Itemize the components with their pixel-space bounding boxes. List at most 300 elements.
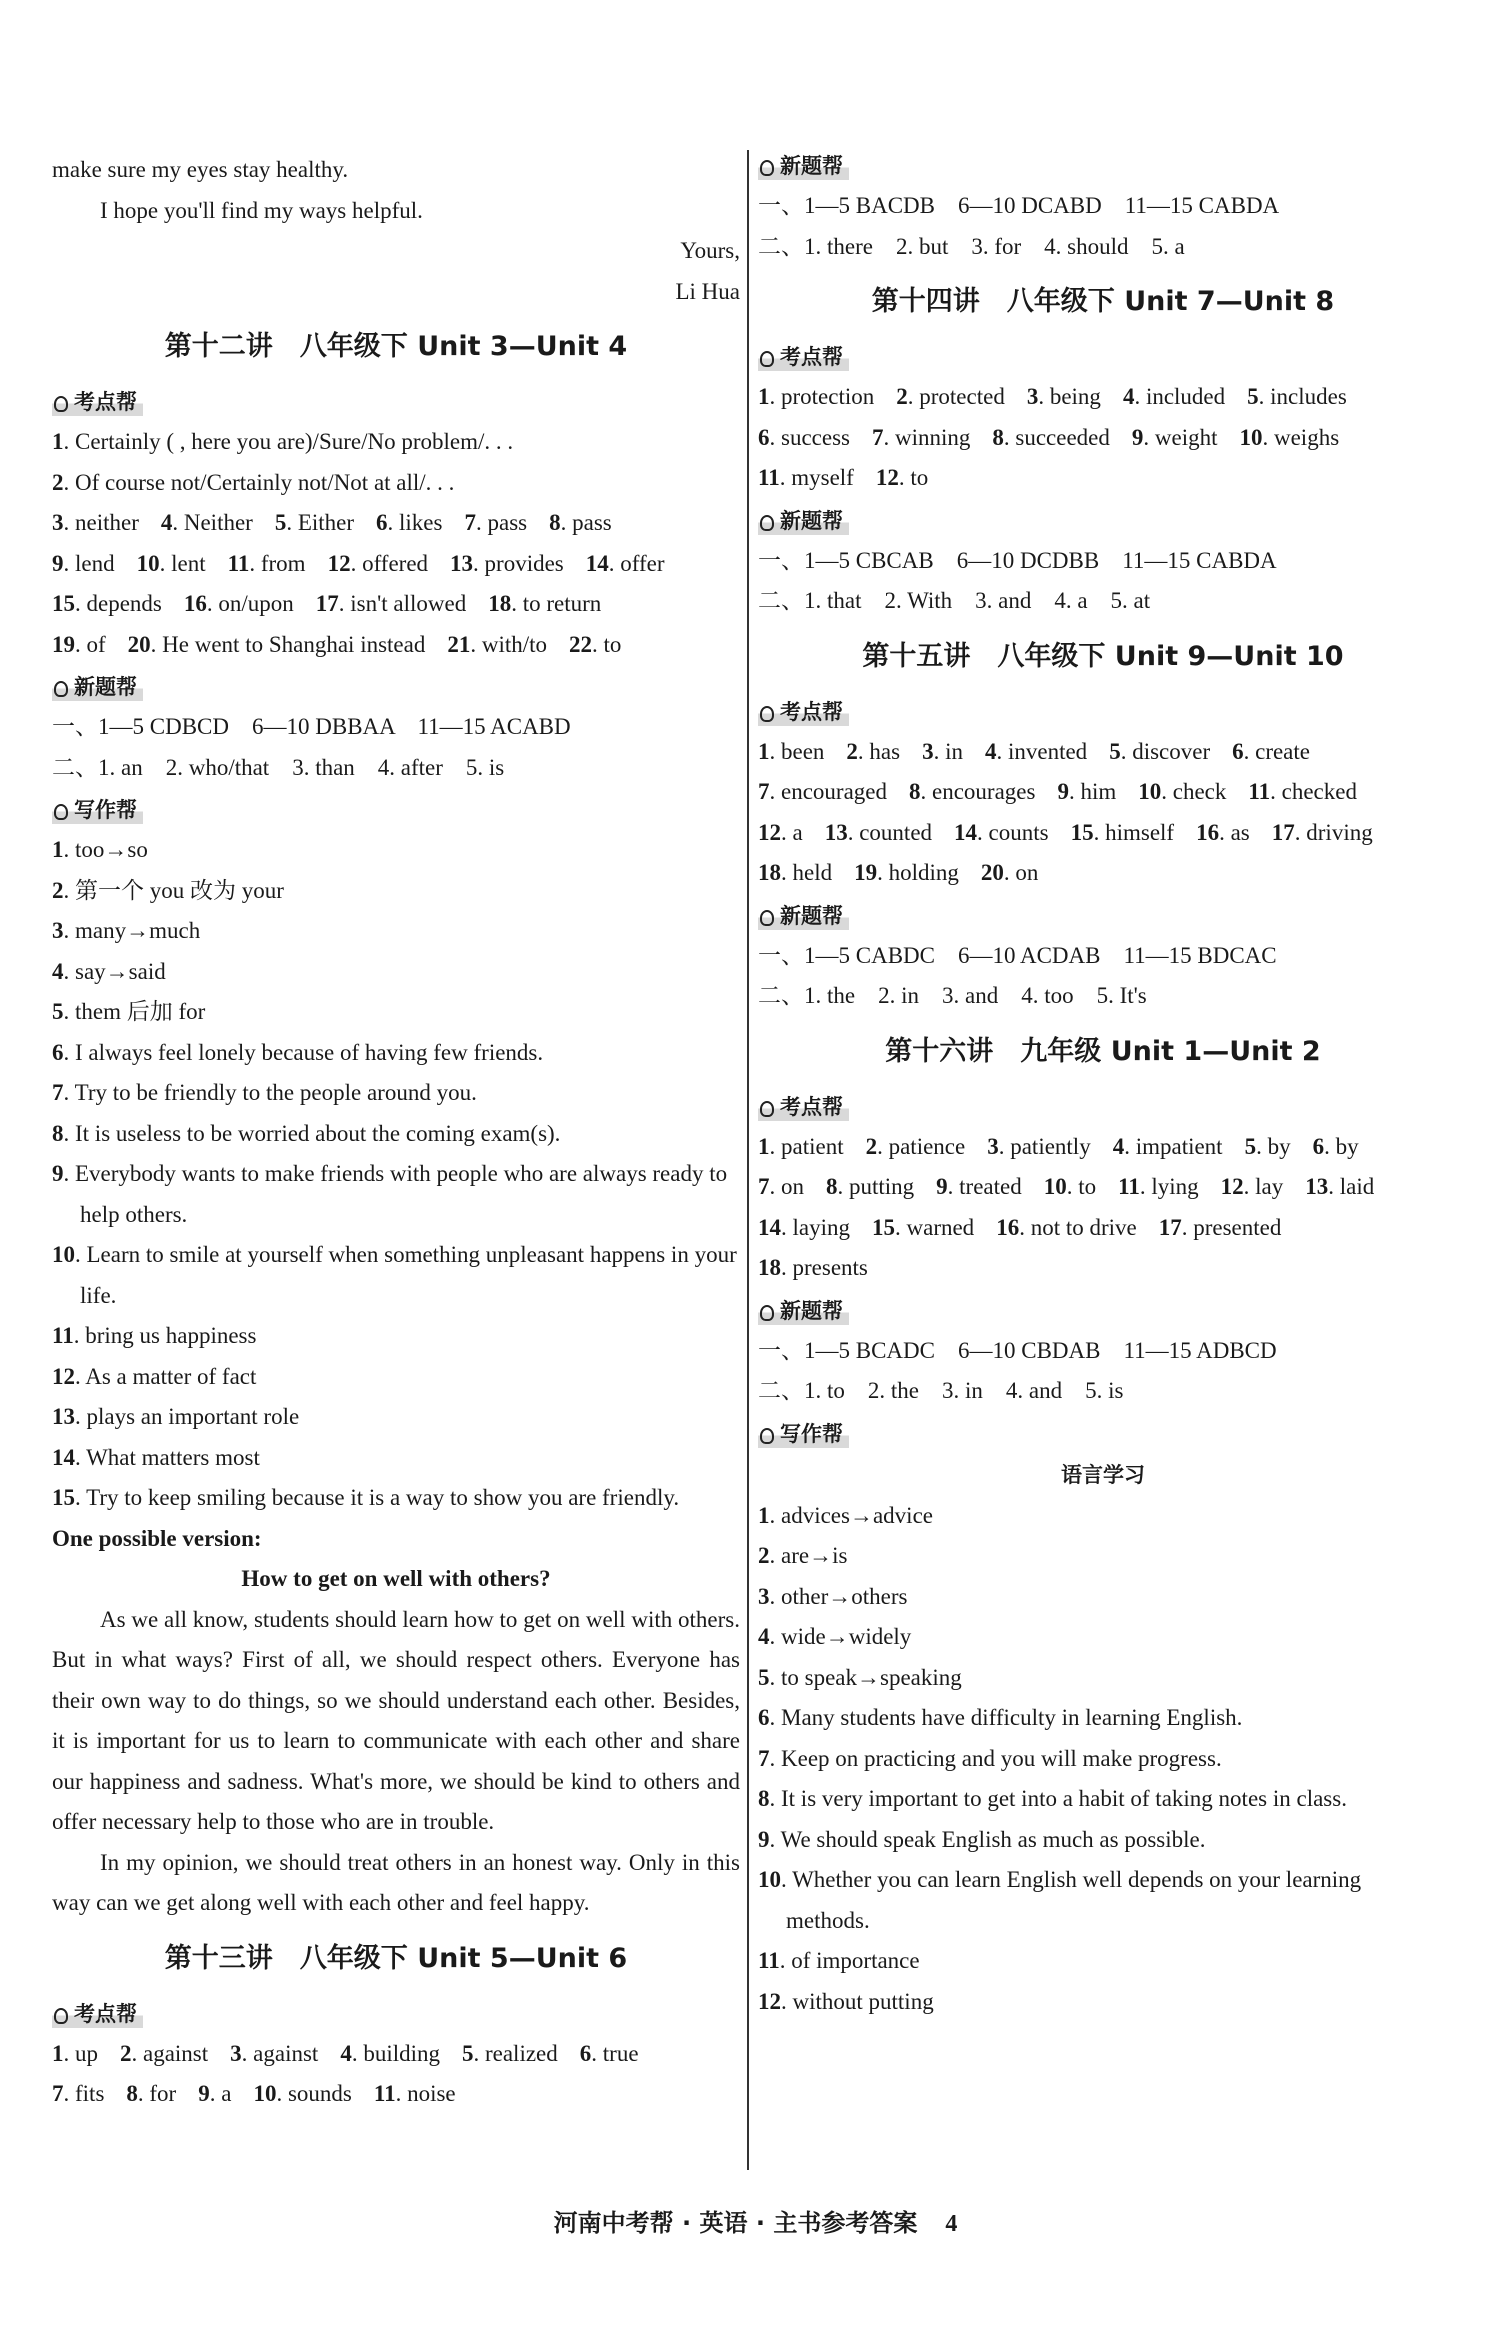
list-item: 1. advices→advice bbox=[758, 1502, 933, 1528]
item-text: It is useless to be worried about the coming exam(s). bbox=[75, 1120, 561, 1146]
answer-item: 1. protection bbox=[758, 384, 875, 409]
item-number: 15 bbox=[52, 591, 75, 616]
answer-row bbox=[758, 853, 1448, 894]
item-number: 9 bbox=[758, 1826, 770, 1852]
item-number: 12 bbox=[1220, 1174, 1244, 1199]
answer-item: 11. checked bbox=[1248, 779, 1357, 804]
item-number: 12 bbox=[327, 550, 351, 576]
item-number: 7 bbox=[871, 424, 884, 450]
item-text: himself bbox=[1105, 819, 1175, 845]
kaodian-answers bbox=[758, 377, 1448, 499]
item-number: 3 bbox=[922, 738, 934, 764]
answer-item: 18. presents bbox=[758, 1255, 868, 1280]
answer-item: 4. building bbox=[340, 2040, 440, 2066]
item-text: as bbox=[1230, 819, 1250, 845]
item-text: encourages bbox=[932, 779, 1036, 804]
answer-item: 9. him bbox=[1057, 779, 1117, 804]
item-number: 5 bbox=[52, 999, 64, 1024]
lightbulb-icon bbox=[760, 351, 774, 367]
lightbulb-icon bbox=[54, 2008, 68, 2024]
item-number: 1 bbox=[758, 384, 770, 409]
item-text: included bbox=[1145, 384, 1226, 409]
answer-item: 11. lying bbox=[1118, 1174, 1199, 1199]
answer-item: 18. held bbox=[758, 860, 833, 885]
lightbulb-icon bbox=[760, 1305, 774, 1321]
item-number: 10 bbox=[1043, 1174, 1067, 1199]
answer-row: 二、1. the 2. in 3. and 4. too 5. It's bbox=[758, 983, 1147, 1008]
lightbulb-icon bbox=[760, 706, 774, 722]
item-number: 3 bbox=[52, 510, 64, 535]
answer-row bbox=[758, 418, 1448, 459]
item-text: held bbox=[792, 860, 833, 885]
item-number: 3 bbox=[1026, 384, 1039, 409]
item-number: 18 bbox=[758, 860, 781, 885]
item-text: for bbox=[149, 2081, 177, 2106]
item-number: 17 bbox=[315, 591, 339, 616]
item-text: on/upon bbox=[218, 591, 294, 616]
item-text: him bbox=[1080, 779, 1117, 804]
item-number: 10 bbox=[1138, 779, 1162, 804]
answer-item: 2. patience bbox=[865, 1133, 966, 1159]
item-number: 13 bbox=[52, 1404, 75, 1429]
item-number: 7 bbox=[52, 2081, 64, 2106]
item-text: realized bbox=[484, 2040, 558, 2066]
answer-item: 2. protected bbox=[896, 384, 1005, 409]
item-text: He went to Shanghai instead bbox=[162, 631, 426, 657]
list-item: 3. other→others bbox=[758, 1583, 908, 1609]
item-number: 4 bbox=[160, 510, 173, 535]
footer-title: 河南中考帮 · 英语 · 主书参考答案 bbox=[553, 2209, 918, 2237]
item-text: We should speak English as much as possible. bbox=[780, 1826, 1206, 1852]
answer-item: 13. provides bbox=[450, 550, 564, 576]
item-text: by bbox=[1335, 1133, 1359, 1159]
kaodian-tag: 考点帮 bbox=[758, 698, 849, 726]
item-text: isn't allowed bbox=[350, 591, 467, 616]
item-text: lay bbox=[1255, 1174, 1284, 1199]
item-text: lying bbox=[1151, 1174, 1199, 1199]
item-text: too→so bbox=[75, 837, 148, 862]
answer-item: 9. weight bbox=[1131, 424, 1218, 450]
item-text: Of course not/Certainly not/Not at all/. . . bbox=[75, 469, 455, 495]
page-footer bbox=[0, 2203, 1511, 2238]
list-item: 6. I always feel lonely because of having few friends. bbox=[52, 1039, 544, 1065]
item-text: lent bbox=[171, 550, 206, 576]
answer-item: 17. isn't allowed bbox=[315, 591, 467, 616]
essay-paragraph: In my opinion, we should treat others in an honest way. Only in this way can we get along well with each other and feel happy. bbox=[52, 1849, 740, 1915]
item-number: 13 bbox=[1305, 1174, 1329, 1199]
subheading: 语言学习 bbox=[1061, 1462, 1145, 1487]
item-number: 2 bbox=[896, 384, 908, 409]
column-divider bbox=[747, 150, 749, 2170]
answer-item: 3. neither bbox=[52, 510, 139, 535]
item-text: Neither bbox=[183, 510, 253, 535]
page-number: 4 bbox=[945, 2211, 958, 2237]
item-text: being bbox=[1049, 384, 1101, 409]
item-text: counted bbox=[859, 819, 933, 845]
answer-row: 一、1—5 BCADC 6—10 CBDAB 11—15 ADBCD bbox=[758, 1337, 1277, 1363]
item-number: 14 bbox=[758, 1214, 781, 1240]
item-number: 19 bbox=[854, 860, 878, 885]
letter-closing: Yours, bbox=[680, 238, 740, 263]
item-text: myself bbox=[791, 465, 854, 490]
answer-item: 20. on bbox=[980, 860, 1039, 885]
item-number: 4 bbox=[340, 2040, 352, 2066]
answer-item: 6. likes bbox=[376, 510, 443, 535]
item-text: putting bbox=[849, 1174, 915, 1199]
item-number: 11 bbox=[1118, 1174, 1140, 1199]
answer-item: 4. invented bbox=[984, 738, 1088, 764]
answer-item: 5. by bbox=[1244, 1133, 1291, 1159]
answer-item: 1. patient bbox=[758, 1133, 844, 1159]
item-number: 4 bbox=[758, 1624, 770, 1649]
item-number: 9 bbox=[52, 1161, 64, 1186]
item-text: As a matter of fact bbox=[85, 1363, 257, 1389]
item-number: 2 bbox=[120, 2040, 132, 2066]
item-text: Keep on practicing and you will make progress. bbox=[781, 1745, 1222, 1771]
item-number: 10 bbox=[758, 1867, 781, 1892]
item-text: Try to be friendly to the people around you. bbox=[74, 1080, 477, 1105]
item-number: 3 bbox=[758, 1583, 770, 1609]
list-item: 2. 第一个 you 改为 your bbox=[52, 877, 284, 903]
item-number: 11 bbox=[1248, 779, 1271, 804]
essay-paragraph: As we all know, students should learn how to get on well with others. But in what ways? First of all, we should respect others. Everyone has their own way to do things, so we should understand each other. Besides, it is important for us to learn to communicate with each other and share our happiness and sadness. What's more, we should be kind to others and offer necessary help to those who are in trouble. bbox=[52, 1606, 740, 1834]
answer-item: 7. on bbox=[758, 1174, 804, 1199]
answer-item: 10. weighs bbox=[1239, 424, 1340, 450]
item-number: 1 bbox=[52, 2040, 64, 2066]
kaodian-tag: 考点帮 bbox=[52, 2000, 143, 2028]
item-number: 6 bbox=[758, 424, 770, 450]
item-number: 12 bbox=[875, 465, 899, 490]
letter-line: make sure my eyes stay healthy. bbox=[52, 157, 349, 182]
item-text: lend bbox=[75, 550, 115, 576]
item-text: treated bbox=[959, 1174, 1022, 1199]
item-number: 7 bbox=[758, 1174, 770, 1199]
item-text: by bbox=[1267, 1133, 1291, 1159]
item-number: 10 bbox=[253, 2081, 277, 2106]
answer-item: 19. holding bbox=[854, 860, 959, 885]
item-text: success bbox=[781, 424, 850, 450]
item-number: 22 bbox=[569, 631, 593, 657]
answer-item: 8. pass bbox=[549, 510, 612, 535]
answer-row bbox=[52, 625, 740, 666]
lightbulb-icon bbox=[760, 1101, 774, 1117]
item-text: Either bbox=[297, 510, 355, 535]
list-item: 4. say→said bbox=[52, 958, 166, 984]
item-text: to bbox=[603, 631, 622, 657]
answer-row: 一、1—5 CDBCD 6—10 DBBAA 11—15 ACABD bbox=[52, 714, 571, 739]
item-text: pass bbox=[572, 510, 612, 535]
item-number: 9 bbox=[52, 550, 64, 576]
lightbulb-icon bbox=[760, 1428, 774, 1444]
list-item: 15. Try to keep smiling because it is a way to show you are friendly. bbox=[52, 1485, 680, 1510]
item-number: 4 bbox=[52, 958, 64, 984]
item-number: 10 bbox=[52, 1242, 75, 1267]
item-text: say→said bbox=[75, 958, 166, 984]
answer-item: 22. to bbox=[569, 631, 622, 657]
item-number: 18 bbox=[488, 591, 512, 616]
answer-item: 2. has bbox=[846, 738, 901, 764]
answer-item: 9. a bbox=[198, 2081, 232, 2106]
answer-item: 6. true bbox=[579, 2040, 639, 2066]
item-text: without putting bbox=[792, 1988, 934, 2014]
section-title-13: 第十三讲 八年级下 Unit 5—Unit 6 bbox=[164, 1942, 628, 1974]
item-text: likes bbox=[399, 510, 443, 535]
list-item: 3. many→much bbox=[52, 918, 201, 943]
item-number: 6 bbox=[1312, 1133, 1325, 1159]
item-text: depends bbox=[86, 591, 162, 616]
item-number: 11 bbox=[227, 550, 250, 576]
item-text: with/to bbox=[481, 631, 548, 657]
item-number: 12 bbox=[52, 1363, 75, 1389]
item-text: Many students have difficulty in learning English. bbox=[781, 1705, 1243, 1730]
item-number: 15 bbox=[52, 1485, 75, 1510]
item-number: 11 bbox=[758, 1948, 780, 1973]
item-number: 16 bbox=[996, 1214, 1020, 1240]
xinti-tag: 新题帮 bbox=[758, 152, 849, 180]
answer-item: 3. being bbox=[1026, 384, 1101, 409]
item-text: of bbox=[86, 631, 106, 657]
answer-item: 18. to return bbox=[488, 591, 602, 616]
answer-item: 11. from bbox=[227, 550, 306, 576]
answer-item: 9. lend bbox=[52, 550, 115, 576]
item-number: 16 bbox=[1196, 819, 1220, 845]
answer-row bbox=[52, 2034, 740, 2075]
answer-item: 6. by bbox=[1312, 1133, 1359, 1159]
item-text: up bbox=[75, 2040, 98, 2066]
list-item: 5. them 后加 for bbox=[52, 999, 206, 1024]
item-number: 8 bbox=[909, 779, 921, 804]
answer-item: 17. presented bbox=[1158, 1214, 1282, 1240]
item-text: offered bbox=[362, 550, 429, 576]
item-text: driving bbox=[1306, 819, 1373, 845]
item-text: holding bbox=[888, 860, 959, 885]
section-title-16: 第十六讲 九年级 Unit 1—Unit 2 bbox=[885, 1035, 1321, 1067]
xinti-tag: 新题帮 bbox=[758, 1297, 849, 1325]
item-number: 13 bbox=[824, 819, 848, 845]
answer-row bbox=[758, 1248, 1448, 1289]
lightbulb-icon bbox=[54, 396, 68, 412]
item-text: provides bbox=[484, 550, 564, 576]
item-number: 14 bbox=[954, 819, 978, 845]
kaodian-tag: 考点帮 bbox=[52, 388, 143, 416]
item-number: 15 bbox=[872, 1214, 895, 1240]
item-text: presents bbox=[792, 1255, 868, 1280]
item-number: 4 bbox=[984, 738, 997, 764]
item-text: counts bbox=[988, 819, 1049, 845]
answer-row bbox=[52, 2074, 740, 2115]
answer-row: 二、1. that 2. With 3. and 4. a 5. at bbox=[758, 588, 1151, 613]
item-text: laid bbox=[1339, 1174, 1375, 1199]
answer-item: 14. laying bbox=[758, 1214, 850, 1240]
list-item: 5. to speak→speaking bbox=[758, 1664, 962, 1690]
answer-item: 16. not to drive bbox=[996, 1214, 1137, 1240]
writing-answers bbox=[52, 830, 740, 1519]
item-number: 20 bbox=[127, 631, 151, 657]
answer-row bbox=[758, 772, 1448, 813]
letter-signature: Li Hua bbox=[675, 278, 740, 304]
answer-item: 7. winning bbox=[871, 424, 971, 450]
section-title-14: 第十四讲 八年级下 Unit 7—Unit 8 bbox=[871, 286, 1335, 317]
item-number: 9 bbox=[1057, 779, 1069, 804]
item-number: 3 bbox=[987, 1133, 999, 1159]
item-text: on bbox=[1015, 860, 1039, 885]
list-item: 9. Everybody wants to make friends with people who are always ready to help others. bbox=[52, 1161, 728, 1227]
essay-title: How to get on well with others? bbox=[241, 1566, 551, 1591]
item-number: 11 bbox=[373, 2081, 396, 2106]
item-text: advices→advice bbox=[781, 1502, 933, 1528]
item-number: 12 bbox=[758, 1988, 781, 2014]
item-text: patient bbox=[781, 1133, 844, 1159]
item-number: 9 bbox=[936, 1174, 948, 1199]
list-item: 4. wide→widely bbox=[758, 1624, 912, 1649]
lightbulb-icon bbox=[54, 681, 68, 697]
item-number: 14 bbox=[585, 550, 609, 576]
item-number: 8 bbox=[52, 1120, 64, 1146]
list-item: 12. As a matter of fact bbox=[52, 1363, 257, 1389]
item-text: true bbox=[602, 2040, 639, 2066]
item-text: check bbox=[1172, 779, 1227, 804]
answer-row bbox=[52, 503, 740, 544]
answer-item: 12. offered bbox=[327, 550, 429, 576]
item-number: 2 bbox=[758, 1543, 770, 1568]
answer-item: 15. warned bbox=[872, 1214, 975, 1240]
item-text: to speak→speaking bbox=[781, 1664, 962, 1690]
item-number: 8 bbox=[826, 1174, 838, 1199]
item-text: 第一个 you 改为 your bbox=[75, 877, 284, 903]
item-text: a bbox=[221, 2081, 232, 2106]
item-number: 6 bbox=[758, 1705, 770, 1730]
answer-item: 1. up bbox=[52, 2040, 98, 2066]
answer-item: 3. patiently bbox=[987, 1133, 1091, 1159]
item-number: 16 bbox=[183, 591, 207, 616]
item-text: protected bbox=[919, 384, 1005, 409]
item-number: 12 bbox=[758, 819, 781, 845]
item-text: weighs bbox=[1273, 424, 1340, 450]
item-text: been bbox=[781, 738, 825, 764]
item-number: 10 bbox=[1239, 424, 1263, 450]
item-number: 2 bbox=[52, 877, 64, 903]
kaodian-tag: 考点帮 bbox=[758, 1093, 849, 1121]
answer-item: 1. been bbox=[758, 738, 825, 764]
item-number: 1 bbox=[758, 1502, 770, 1528]
answer-item: 12. a bbox=[758, 819, 803, 845]
answer-item: 12. lay bbox=[1220, 1174, 1284, 1199]
item-number: 7 bbox=[758, 779, 770, 804]
list-item: 13. plays an important role bbox=[52, 1404, 300, 1429]
answer-item: 10. sounds bbox=[253, 2081, 352, 2106]
item-text: encouraged bbox=[781, 779, 887, 804]
list-item: 11. bring us happiness bbox=[52, 1323, 257, 1348]
answer-item: 3. against bbox=[230, 2040, 319, 2066]
item-text: other→others bbox=[781, 1583, 908, 1609]
answer-row bbox=[758, 1167, 1448, 1208]
item-number: 5 bbox=[758, 1664, 770, 1690]
item-text: offer bbox=[620, 550, 665, 576]
item-number: 1 bbox=[758, 1133, 770, 1159]
list-item: 11. of importance bbox=[758, 1948, 920, 1973]
item-text: pass bbox=[487, 510, 528, 535]
item-number: 21 bbox=[447, 631, 471, 657]
item-text: a bbox=[792, 819, 803, 845]
item-text: are→is bbox=[781, 1543, 848, 1568]
answer-row: 1. Certainly ( , here you are)/Sure/No problem/. . . bbox=[52, 429, 514, 454]
item-number: 3 bbox=[230, 2040, 242, 2066]
item-text: create bbox=[1255, 738, 1310, 764]
item-text: Try to keep smiling because it is a way to show you are friendly. bbox=[86, 1485, 680, 1510]
item-text: I always feel lonely because of having few friends. bbox=[75, 1039, 544, 1065]
kaodian-answers bbox=[758, 1127, 1448, 1289]
list-item: 14. What matters most bbox=[52, 1444, 260, 1470]
item-text: against bbox=[143, 2040, 209, 2066]
answer-item: 11. noise bbox=[373, 2081, 456, 2106]
lightbulb-icon bbox=[760, 910, 774, 926]
item-text: weight bbox=[1154, 424, 1218, 450]
answer-item: 8. succeeded bbox=[992, 424, 1110, 450]
item-number: 19 bbox=[52, 631, 75, 657]
xinti-tag: 新题帮 bbox=[758, 507, 849, 535]
item-text: not to drive bbox=[1030, 1214, 1137, 1240]
answer-item: 13. counted bbox=[824, 819, 933, 845]
item-number: 5 bbox=[1244, 1133, 1257, 1159]
item-text: checked bbox=[1281, 779, 1357, 804]
item-text: patiently bbox=[1010, 1133, 1091, 1159]
item-text: noise bbox=[407, 2081, 456, 2106]
left-column bbox=[52, 150, 740, 2115]
item-number: 8 bbox=[992, 424, 1004, 450]
answer-item: 10. check bbox=[1138, 779, 1227, 804]
item-number: 18 bbox=[758, 1255, 781, 1280]
answer-item: 14. offer bbox=[585, 550, 665, 576]
list-item: 10. Learn to smile at yourself when something unpleasant happens in your life. bbox=[52, 1242, 737, 1308]
answer-item: 10. to bbox=[1043, 1174, 1097, 1199]
item-text: them 后加 for bbox=[75, 999, 206, 1024]
item-number: 4 bbox=[1122, 384, 1135, 409]
item-number: 9 bbox=[198, 2081, 210, 2106]
answer-item: 20. He went to Shanghai instead bbox=[127, 631, 426, 657]
answer-row: 二、1. there 2. but 3. for 4. should 5. a bbox=[758, 233, 1185, 259]
item-text: Certainly ( , here you are)/Sure/No problem/. . . bbox=[75, 429, 514, 454]
xiezuo-tag: 写作帮 bbox=[758, 1420, 849, 1448]
item-number: 2 bbox=[52, 469, 64, 495]
answer-item: 15. himself bbox=[1070, 819, 1175, 845]
answer-item: 16. as bbox=[1196, 819, 1250, 845]
item-number: 9 bbox=[1131, 424, 1144, 450]
item-number: 7 bbox=[52, 1080, 64, 1105]
answer-row bbox=[758, 1127, 1448, 1168]
lightbulb-icon bbox=[760, 515, 774, 531]
item-number: 17 bbox=[1158, 1214, 1182, 1240]
item-number: 5 bbox=[461, 2040, 474, 2066]
item-text: wide→widely bbox=[781, 1624, 912, 1649]
xiezuo-tag: 写作帮 bbox=[52, 796, 143, 824]
xinti-tag: 新题帮 bbox=[758, 902, 849, 930]
item-text: in bbox=[945, 738, 963, 764]
item-text: to return bbox=[522, 591, 602, 616]
item-number: 6 bbox=[579, 2040, 592, 2066]
answer-row bbox=[758, 377, 1448, 418]
answer-item: 5. discover bbox=[1109, 738, 1211, 764]
item-number: 8 bbox=[549, 510, 561, 535]
answer-item: 6. create bbox=[1232, 738, 1310, 764]
answer-row: 一、1—5 BACDB 6—10 DCABD 11—15 CABDA bbox=[758, 193, 1280, 218]
answer-row: 2. Of course not/Certainly not/Not at all/. . . bbox=[52, 469, 455, 495]
item-text: laying bbox=[792, 1214, 850, 1240]
item-text: of importance bbox=[791, 1948, 920, 1973]
xinti-tag: 新题帮 bbox=[52, 673, 143, 701]
answer-item: 17. driving bbox=[1271, 819, 1373, 845]
answer-row: 二、1. to 2. the 3. in 4. and 5. is bbox=[758, 1378, 1124, 1403]
item-number: 10 bbox=[136, 550, 160, 576]
